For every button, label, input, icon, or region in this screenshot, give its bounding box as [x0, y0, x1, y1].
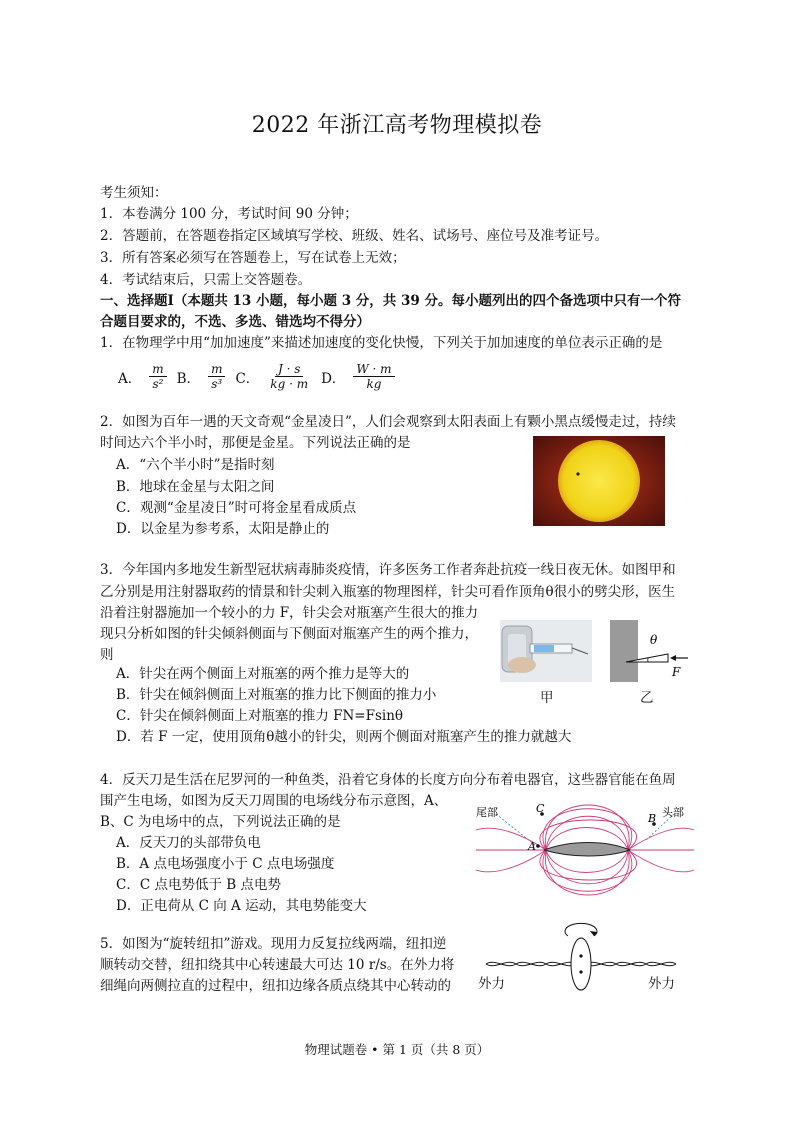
left-force-label: 外力	[478, 976, 505, 992]
stopper-block	[610, 620, 638, 682]
q2-option-b: B．地球在金星与太阳之间	[116, 479, 275, 495]
q2-option-a: A．“六个半小时”是指时刻	[116, 457, 275, 473]
q4-option-d: D．正电荷从 C 向 A 运动，其电势能变大	[116, 898, 367, 914]
q2-stem-line1: 2．如图为百年一遇的天文奇观“金星凌日”，人们会观察到太阳表面上有颗小黑点缓慢走过，持续	[100, 414, 676, 430]
q3-stem-line5: 则	[100, 647, 114, 663]
q4-option-b: B．A 点电场强度小于 C 点电场强度	[116, 856, 335, 872]
q4-stem-line1: 4．反天刀是生活在尼罗河的一种鱼类，沿着它身体的长度方向分布着电器官，这些器官能在鱼周	[100, 772, 676, 788]
button-disk	[571, 938, 591, 990]
point-a-dot	[536, 844, 540, 848]
q1-option-a: A． $\frac{m}{\text{s²}}$	[118, 362, 167, 391]
q3-stem-line4: 现只分析如图的针尖倾斜侧面与下侧面对瓶塞产生的两个推力，	[100, 626, 478, 642]
notice-heading: 考生须知：	[100, 185, 168, 201]
q1-options	[118, 362, 405, 391]
q1-option-c: C． $\frac{J \cdot s}{kg \cdot m}$	[235, 362, 311, 391]
q3-option-b: B．针尖在倾斜侧面上对瓶塞的推力比下侧面的推力小	[116, 687, 437, 703]
page-footer: 物理试题卷 • 第 1 页（共 8 页）	[304, 1042, 490, 1057]
q3-stem-line3: 沿着注射器施加一个较小的力 F，针尖会对瓶塞产生很大的推力	[100, 605, 479, 621]
q1-option-c-fraction: $\frac{J \cdot s}{kg \cdot m}$	[270, 362, 309, 391]
q4-option-c: C．C 点电势低于 B 点电势	[116, 877, 281, 893]
q4-stem-line2: 围产生电场，如图为反天刀周围的电场线分布示意图，A、	[100, 793, 448, 809]
q4-stem-line3: B、C 为电场中的点，下列说法正确的是	[100, 814, 341, 830]
theta-label: θ	[650, 633, 658, 647]
q1-option-a-fraction: $\frac{m}{\text{s²}}$	[149, 362, 166, 391]
electric-field-diagram	[476, 800, 694, 896]
q1-option-d: D． $\frac{W \cdot m}{kg}$	[321, 362, 394, 391]
q1-option-b: B． $\frac{m}{\text{s³}}$	[177, 362, 226, 391]
q3-stem-line1: 3．今年国内多地发生新型冠状病毒肺炎疫情，许多医务工作者奔赴抗疫一线日夜无休。如图甲和	[100, 562, 676, 578]
notice-item-4: 4．考试结束后，只需上交答题卷。	[100, 272, 312, 288]
q1-option-d-fraction: $\frac{W \cdot m}{kg}$	[353, 362, 394, 391]
q5-stem-line3: 细绳向两侧拉直的过程中，纽扣边缘各质点绕其中心转动的	[100, 978, 451, 994]
syringe-photo	[500, 620, 592, 682]
q2-option-c: C．观测“金星凌日”时可将金星看成质点	[116, 500, 357, 516]
q3-option-c: C．针尖在倾斜侧面上对瓶塞的推力 FN=Fsinθ	[116, 708, 404, 724]
head-label: 头部	[662, 806, 684, 819]
figure-label-yi: 乙	[640, 690, 654, 706]
notice-item-1: 1．本卷满分 100 分，考试时间 90 分钟；	[100, 206, 358, 222]
q3-stem-line2: 乙分别是用注射器取药的情景和针尖刺入瓶塞的物理图样，针尖可看作顶角θ很小的劈尖形，医生	[100, 584, 676, 600]
force-label: F	[672, 665, 681, 679]
notice-item-3: 3．所有答案必须写在答题卷上，写在试卷上无效；	[100, 250, 406, 266]
q4-option-a: A．反天刀的头部带负电	[116, 835, 261, 851]
needle-wedge-diagram	[608, 620, 696, 682]
section-heading-line2: 合题目要求的，不选、多选、错选均不得分）	[100, 314, 370, 330]
notice-item-2: 2．答题前，在答题卷指定区域填写学校、班级、姓名、试场号、座位号及准考证号。	[100, 228, 609, 244]
q3-option-d: D．若 F 一定，使用顶角θ越小的针尖，则两个侧面对瓶塞产生的推力就越大	[116, 729, 572, 745]
sun-disk	[558, 440, 640, 522]
figure-label-jia: 甲	[540, 690, 554, 706]
q1-stem: 1．在物理学中用“加加速度”来描述加速度的变化快慢，下列关于加加速度的单位表示正确的是	[100, 335, 663, 351]
venus-dot	[576, 472, 579, 475]
point-a-label: A	[528, 840, 536, 853]
q2-stem-line2: 时间达六个半小时，那便是金星。下列说法正确的是	[100, 435, 411, 451]
q1-option-b-fraction: $\frac{m}{\text{s³}}$	[208, 362, 225, 391]
q3-option-a: A．针尖在两个侧面上对瓶塞的两个推力是等大的	[116, 666, 410, 682]
tail-label: 尾部	[476, 806, 498, 819]
fish-body	[544, 843, 630, 857]
point-c-label: C	[536, 802, 545, 815]
page-title: 2022 年浙江高考物理模拟卷	[251, 113, 543, 138]
right-force-label: 外力	[648, 976, 675, 992]
q5-stem-line1: 5．如图为“旋转纽扣”游戏。现用力反复拉线两端，纽扣逆	[100, 936, 447, 952]
venus-transit-image	[533, 436, 665, 526]
q2-option-d: D．以金星为参考系，太阳是静止的	[116, 521, 330, 537]
point-b-label: B	[648, 812, 657, 825]
rotation-arrow	[565, 923, 597, 936]
section-heading-line1: 一、选择题Ⅰ（本题共 13 小题，每小题 3 分，共 39 分。每小题列出的四个备选项中只有一个符	[100, 293, 681, 309]
q5-stem-line2: 顺转动交替，纽扣绕其中心转速最大可达 10 r/s。在外力将	[100, 957, 455, 973]
